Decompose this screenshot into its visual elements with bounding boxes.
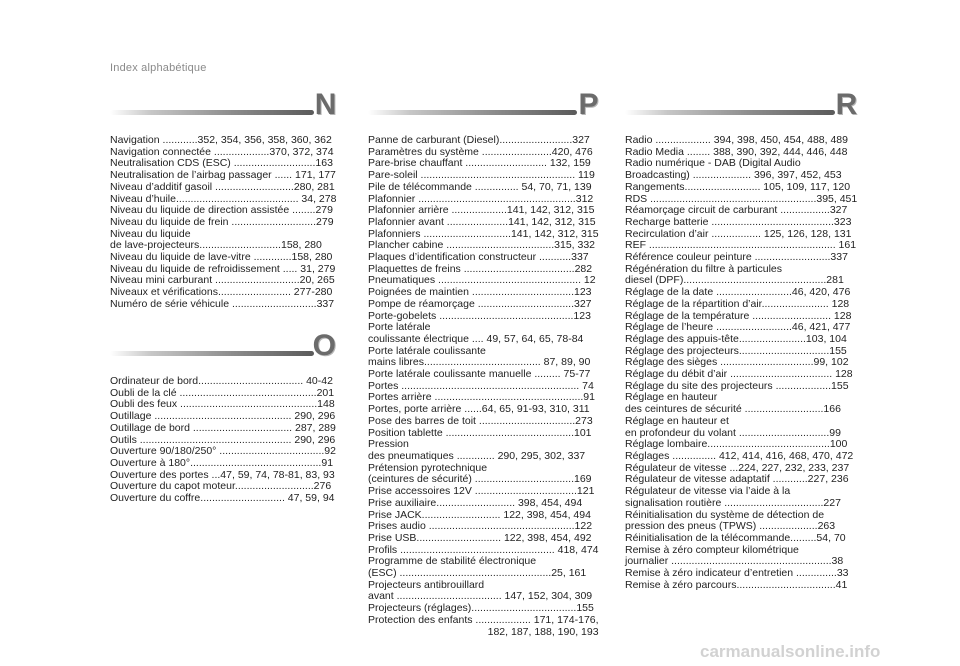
section-heading-n bbox=[110, 88, 337, 132]
index-entry: Prise accessoires 12V ...................................121 bbox=[368, 485, 595, 498]
index-entry: Ouverture du capot moteur...........................276 bbox=[110, 480, 332, 493]
index-entry: Pile de télécommande ............... 54, 70, 71, 139 bbox=[368, 180, 592, 193]
index-entry: Régulateur de vitesse adaptatif ............227, 236 bbox=[625, 473, 849, 486]
index-entry: Réglage en hauteur des ceintures de sécurité ...........................166 bbox=[625, 391, 841, 416]
index-entry: Réglage de l’heure ..........................46, 421, 477 bbox=[625, 321, 851, 334]
section-heading-o bbox=[110, 329, 336, 373]
section-letter: P bbox=[578, 88, 599, 121]
section-letter: R bbox=[835, 88, 858, 121]
index-entry: Niveau du liquide de refroidissement ..... 31, 279 bbox=[110, 262, 336, 275]
watermark: carmanualsonline.info bbox=[700, 642, 881, 661]
section-r bbox=[625, 88, 858, 591]
index-entry: Réglage de la date ..........................46, 420, 476 bbox=[625, 286, 851, 299]
index-entry: Pare-soleil ..................................................... 119 bbox=[368, 169, 595, 182]
index-entry: Réglage des appuis-tête.......................103, 104 bbox=[625, 332, 847, 345]
index-entry: Réinitialisation de la télécommande.........54, 70 bbox=[625, 531, 846, 544]
index-entry: Radio Media ........ 388, 390, 392, 444, 446, 448 bbox=[625, 145, 848, 158]
index-entry: Portes ............................................................. 74 bbox=[368, 379, 594, 392]
index-entry: Régénération du filtre à particules diesel (DPF).................................................281 bbox=[625, 262, 844, 287]
index-entry: Porte latérale coulissante manuelle ......... 75-77 bbox=[368, 368, 591, 381]
section-n bbox=[110, 88, 337, 311]
index-entry: Protection des enfants ................... 171, 174-176, bbox=[368, 613, 599, 626]
section-heading-p bbox=[368, 88, 599, 132]
entry-list bbox=[625, 135, 857, 591]
index-entry: Régulateur de vitesse ...224, 227, 232, 233, 237 bbox=[625, 461, 850, 474]
index-entry: Projecteurs (réglages)....................................155 bbox=[368, 602, 594, 615]
index-entry: Plafonnier arrière ...................141, 142, 312, 315 bbox=[368, 204, 595, 217]
index-entry: Ouverture du coffre............................. 47, 59, 94 bbox=[110, 492, 335, 505]
index-entry: Niveau d’additif gasoil ...........................280, 281 bbox=[110, 180, 335, 193]
index-entry: Rangements.......................... 105, 109, 117, 120 bbox=[625, 180, 851, 193]
index-entry: Niveau mini carburant .............................20, 265 bbox=[110, 274, 335, 287]
entry-list bbox=[110, 376, 336, 505]
index-entry: Réglages ............... 412, 414, 416, 468, 470, 472 bbox=[625, 449, 854, 462]
index-entry: Profils ..................................................... 418, 474 bbox=[368, 543, 599, 556]
index-entry: Pneumatiques ................................................. 12 bbox=[368, 274, 596, 287]
index-entry: Numéro de série véhicule .............................337 bbox=[110, 297, 335, 310]
index-entry: Poignées de maintien ...................................123 bbox=[368, 286, 592, 299]
index-entry: Pose des barres de toit .................................273 bbox=[368, 414, 593, 427]
section-bar bbox=[625, 110, 835, 115]
section-bar bbox=[110, 110, 314, 115]
section-p bbox=[368, 88, 599, 638]
index-entry: Ouverture 90/180/250° ....................................92 bbox=[110, 445, 336, 458]
index-entry: Plaquettes de freins ......................................282 bbox=[368, 262, 593, 275]
index-entry: Plaques d’identification constructeur ...........337 bbox=[368, 251, 589, 264]
index-entry: Pompe de réamorçage .................................327 bbox=[368, 297, 592, 310]
index-entry: Réglage en hauteur et en profondeur du volant ...............................99 bbox=[625, 414, 841, 439]
index-entry: Recirculation d’air ................. 125, 126, 128, 131 bbox=[625, 227, 852, 240]
index-entry: Prise USB............................. 122, 398, 454, 492 bbox=[368, 531, 592, 544]
index-entry: Porte latérale coulissante électrique .... 49, 57, 64, 65, 78-84 bbox=[368, 321, 584, 345]
index-entry: Pression des pneumatiques ............. 290, 295, 302, 337 bbox=[368, 438, 586, 462]
index-entry: Niveaux et vérifications......................... 277-280 bbox=[110, 286, 333, 299]
entry-list bbox=[368, 135, 599, 627]
index-entry: Radio ................... 394, 398, 450, 454, 488, 489 bbox=[625, 134, 848, 146]
index-entry: REF ................................................................ 161 bbox=[625, 239, 857, 252]
index-entry: Plafonnier ......................................................312 bbox=[368, 192, 594, 205]
section-bar bbox=[368, 110, 577, 115]
entry-list bbox=[110, 135, 336, 311]
index-entry: Ouverture des portes ...47, 59, 74, 78-81, 83, 93 bbox=[110, 468, 335, 481]
index-entry: Neutralisation CDS (ESC) ............................163 bbox=[110, 157, 333, 170]
index-entry: Prises audio ..................................................122 bbox=[368, 520, 593, 533]
index-entry: Neutralisation de l’airbag passager ...... 171, 177 bbox=[110, 169, 336, 182]
index-entry: Paramètres du système ........................420, 476 bbox=[368, 145, 593, 158]
index-entry: Prise JACK........................... 122, 398, 454, 494 bbox=[368, 508, 591, 521]
index-entry: Réglage lombaire..........................................100 bbox=[625, 438, 848, 451]
index-entry: Remise à zéro parcours..................................41 bbox=[625, 578, 848, 591]
section-letter: O bbox=[312, 329, 336, 362]
index-entry-continuation: 182, 187, 188, 190, 193 bbox=[487, 625, 599, 638]
index-entry: Pare-brise chauffant ............................ 132, 159 bbox=[368, 157, 591, 170]
index-entry: Niveau du liquide de direction assistée ........279 bbox=[110, 204, 333, 217]
index-entry: Réglage de la température ........................... 128 bbox=[625, 309, 852, 322]
index-entry: Projecteurs antibrouillard avant .................................... 147, 152, 304, 309 bbox=[368, 578, 593, 603]
index-entry: Navigation ............352, 354, 356, 358, 360, 362 bbox=[110, 134, 332, 146]
index-entry: Ouverture à 180°.............................................91 bbox=[110, 456, 334, 469]
index-entry: Réglage du site des projecteurs ...................155 bbox=[625, 379, 849, 392]
section-bar bbox=[110, 351, 314, 356]
index-entry: Oubli de la clé ...............................................201 bbox=[110, 386, 335, 399]
index-entry: Porte latérale coulissante mains libres........................................ 87, 89, 90 bbox=[368, 344, 591, 369]
index-entry: Réglage du débit d’air ................................... 128 bbox=[625, 368, 853, 381]
index-entry: Prétension pyrotechnique (ceintures de sécurité) ..................................169 bbox=[368, 461, 592, 486]
index-entry: Réglage des projecteurs...............................155 bbox=[625, 344, 847, 357]
index-entry: Portes, porte arrière ......64, 65, 91-93, 310, 311 bbox=[368, 403, 590, 416]
index-entry: Oubli des feux ...............................................148 bbox=[110, 398, 335, 411]
index-entry: Programme de stabilité électronique (ESC) ....................................................25, 161 bbox=[368, 555, 587, 580]
index-entry: Plafonniers ..............................141, 142, 312, 315 bbox=[368, 227, 599, 240]
index-entry: Niveau du liquide de lave-projecteurs............................158, 280 bbox=[110, 227, 322, 252]
index-entry: Réamorçage circuit de carburant .................327 bbox=[625, 204, 848, 217]
index-entry: RDS .........................................................395, 451 bbox=[625, 192, 858, 205]
index-entry: Plancher cabine .....................................315, 332 bbox=[368, 239, 596, 252]
index-entry: Référence couleur peinture ..........................337 bbox=[625, 251, 848, 264]
index-entry: Remise à zéro indicateur d’entretien ..............33 bbox=[625, 567, 849, 580]
index-entry: Ordinateur de bord.................................... 40-42 bbox=[110, 375, 333, 387]
index-entry: Prise auxiliaire........................... 398, 454, 494 bbox=[368, 496, 583, 509]
index-entry: Niveau d’huile.......................................... 34, 278 bbox=[110, 192, 337, 205]
index-entry: Radio numérique - DAB (Digital Audio Broadcasting) .................... 396, 397, 452, 453 bbox=[625, 157, 842, 182]
page-header: Index alphabétique bbox=[110, 62, 207, 74]
index-entry: Régulateur de vitesse via l’aide à la signalisation routière ..................................227 bbox=[625, 485, 841, 509]
section-letter: N bbox=[314, 88, 337, 121]
index-entry: Outillage de bord .................................. 287, 289 bbox=[110, 421, 336, 434]
section-o bbox=[110, 329, 336, 505]
index-entry: Recharge batterie ..........................................323 bbox=[625, 215, 852, 228]
index-entry: Outils .................................................... 290, 296 bbox=[110, 433, 336, 446]
index-entry: Niveau du liquide de frein .............................279 bbox=[110, 215, 334, 228]
index-entry: Outillage ............................................... 290, 296 bbox=[110, 410, 336, 423]
index-entry: Panne de carburant (Diesel).........................327 bbox=[368, 134, 590, 146]
index-entry: Plafonnier avant .....................141, 142, 312, 315 bbox=[368, 215, 596, 228]
index-entry: Navigation connectée ...................370, 372, 374 bbox=[110, 145, 334, 158]
index-entry: Réinitialisation du système de détection de pression des pneus (TPWS) ....................263 bbox=[625, 508, 836, 533]
index-entry: Position tablette ............................................101 bbox=[368, 426, 592, 439]
index-entry: Réglage de la répartition d’air....................... 128 bbox=[625, 297, 850, 310]
index-entry: Réglage des sièges ................................99, 102 bbox=[625, 356, 849, 369]
index-entry: Porte-gobelets ..............................................123 bbox=[368, 309, 591, 322]
section-heading-r bbox=[625, 88, 858, 132]
index-entry: Remise à zéro compteur kilométrique journalier .......................................................38 bbox=[625, 543, 844, 568]
index-entry: Portes arrière ...................................................91 bbox=[368, 391, 595, 404]
index-entry: Niveau du liquide de lave-vitre .............158, 280 bbox=[110, 251, 333, 264]
